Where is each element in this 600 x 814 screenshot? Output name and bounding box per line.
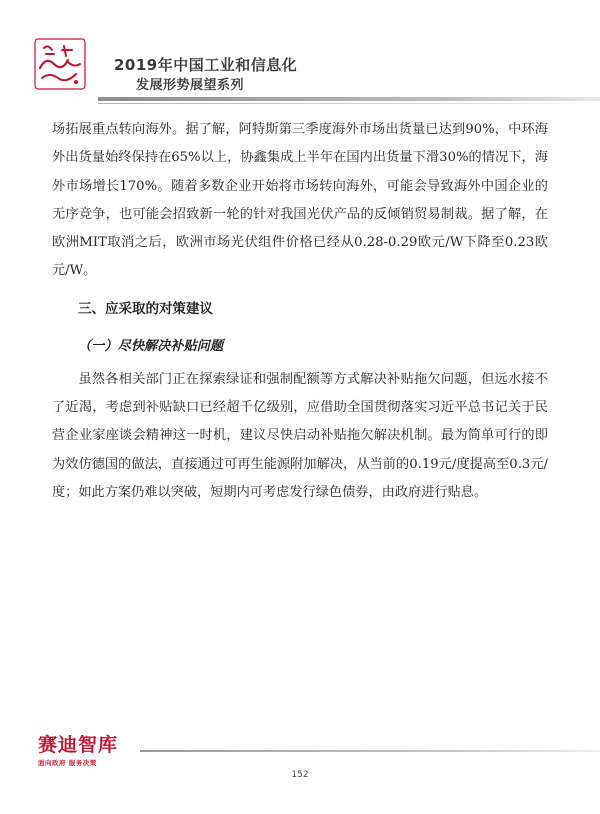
brand-name: 赛迪智库 (38, 734, 119, 756)
page-content (52, 116, 548, 507)
page-header (0, 0, 600, 110)
ccid-seal-logo-icon (34, 38, 86, 90)
header-divider-thin (98, 103, 600, 104)
header-divider (98, 97, 600, 101)
brand-slogan: 面向政府 服务决策 (38, 759, 97, 767)
subsection-heading: （一）尽快解决补贴问题 (78, 338, 224, 354)
body-paragraph-1: 场拓展重点转向海外。据了解，阿特斯第三季度海外市场出货量已达到90%，中环海外出货量始终保持在65%以上，协鑫集成上半年在国内出货量下滑30%的情况下，海外市场增长170%。随着多数企业开始将市场转向海外，可能会导致海外中国企业的无序竞争，也可能会招致新一轮的针对我国光伏产品的反倾销贸易制裁。据了解，在欧洲MIT取消之后，欧洲市场光伏组件价格已经从0.28-0.29欧元/W下降至0.23欧元/W。 (52, 122, 548, 279)
ccid-think-tank-logo (38, 734, 118, 767)
page-number: 152 (291, 770, 309, 780)
body-paragraph-2: 虽然各相关部门正在探索绿证和强制配额等方式解决补贴拖欠问题，但远水接不了近渴，考虑到补贴缺口已经超千亿级别，应借助全国贯彻落实习近平总书记关于民营企业家座谈会精神这一时机，建议尽快启动补贴拖欠解决机制。最为简单可行的即为效仿德国的做法，直接通过可再生能源附加解决，从当前的0.19元/度提高至0.3元/度；如此方案仍难以突破，短期内可考虑发行绿色债券，由政府进行贴息。 (52, 371, 548, 500)
section-heading: 三、应采取的对策建议 (78, 300, 213, 317)
series-title: 2019年中国工业和信息化 (114, 56, 298, 74)
series-subtitle: 发展形势展望系列 (136, 78, 245, 93)
footer-divider (140, 750, 600, 752)
